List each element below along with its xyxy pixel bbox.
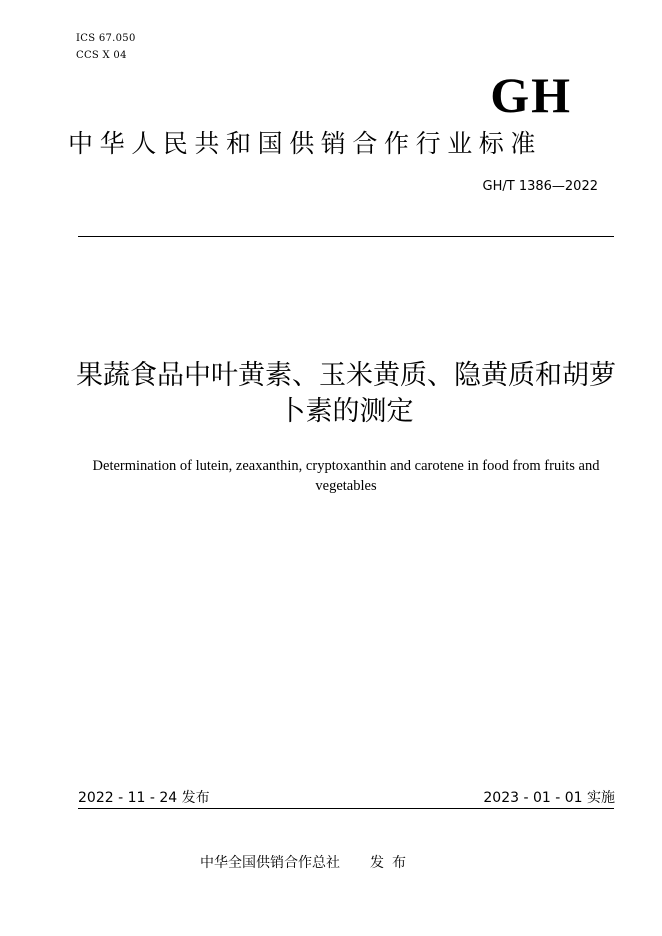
issued-label: 发布	[370, 855, 414, 871]
ics-code: ICS 67.050	[76, 33, 136, 44]
implement-date: 2023 - 01 - 01 实施	[483, 790, 615, 806]
publish-date: 2022 - 11 - 24 发布	[78, 790, 210, 806]
document-title-english: Determination of lutein, zeaxanthin, cryptoxanthin and carotene in food from fruits and vegetables	[92, 458, 600, 494]
publisher-name: 中华全国供销合作总社	[200, 855, 340, 871]
standard-number: GH/T 1386—2022	[482, 179, 598, 194]
gh-logo: GH	[490, 67, 572, 123]
top-divider	[78, 236, 614, 237]
document-title-chinese: 果蔬食品中叶黄素、玉米黄质、隐黄质和胡萝卜素的测定	[76, 360, 616, 427]
publisher-line	[200, 853, 470, 873]
ccs-code: CCS X 04	[76, 50, 127, 61]
industry-standard-title: 中华人民共和国供销合作行业标准	[68, 129, 543, 158]
bottom-divider	[78, 808, 614, 809]
